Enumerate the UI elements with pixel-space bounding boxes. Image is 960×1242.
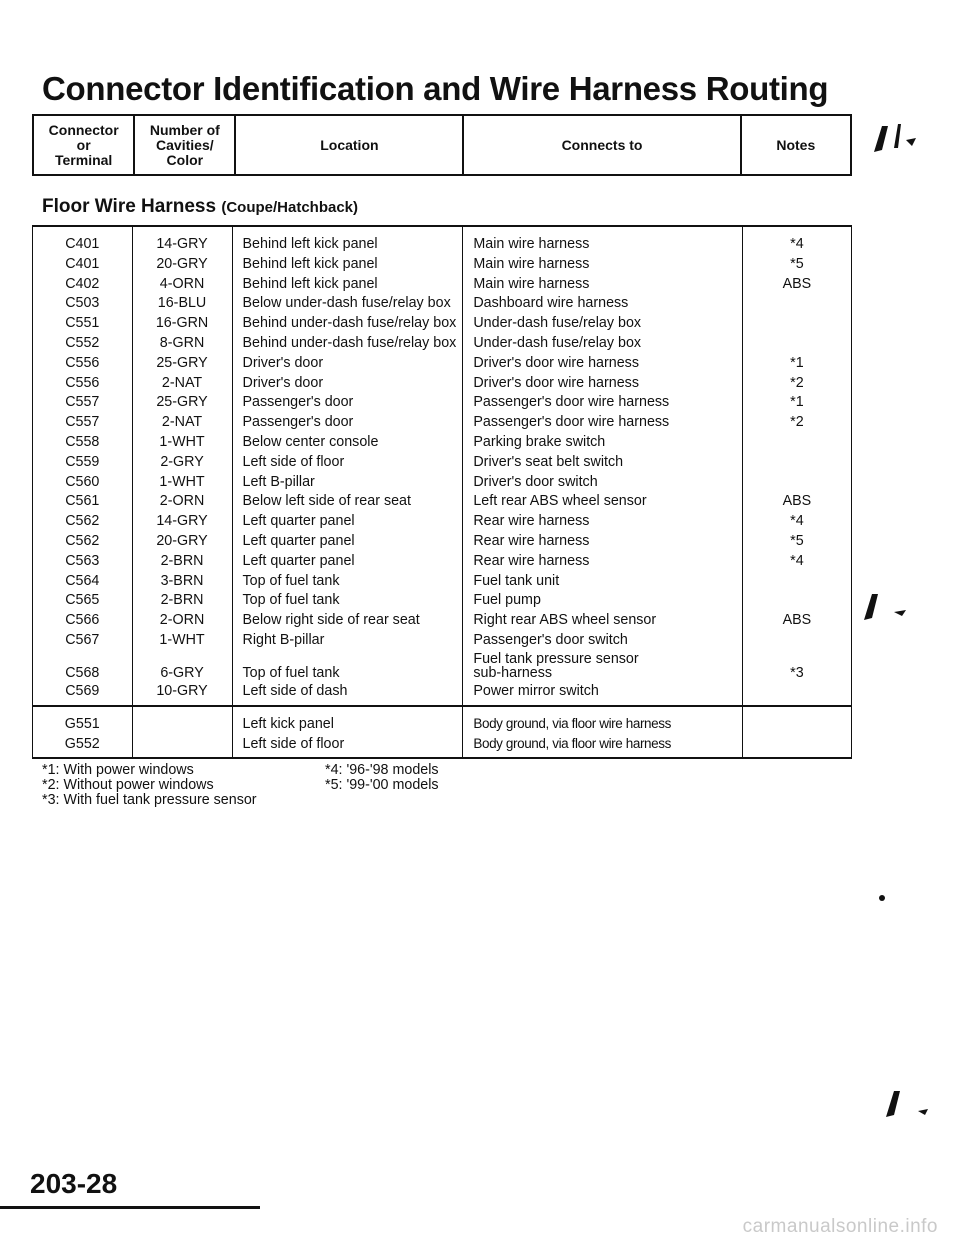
connects-to-list bbox=[463, 227, 741, 702]
table-cell-notes bbox=[743, 682, 851, 702]
footnotes-right bbox=[325, 763, 439, 793]
table-cell-connector: C569 bbox=[65, 682, 100, 699]
table-cell-notes bbox=[743, 314, 851, 334]
location-column bbox=[232, 226, 463, 706]
table-cell-notes: ABS bbox=[782, 275, 812, 292]
connects-to-column bbox=[463, 226, 742, 706]
header-connector-line: Connector bbox=[48, 121, 119, 138]
table-cell-cavities bbox=[133, 714, 232, 734]
table-cell-connects-to: Body ground, via floor wire harness bbox=[473, 736, 671, 751]
table-cell-cavities: 8-GRN bbox=[159, 334, 205, 351]
header-connects-to: Connects to bbox=[463, 115, 740, 175]
dot-mark-icon bbox=[877, 893, 887, 903]
section-subtitle: (Coupe/Hatchback) bbox=[221, 199, 359, 216]
table-cell-notes: *5 bbox=[790, 255, 804, 272]
table-cell-location: Top of fuel tank bbox=[242, 592, 340, 609]
table-cell-location: Below center console bbox=[242, 433, 379, 450]
table-cell-cavities: 1-WHT bbox=[159, 473, 205, 490]
table-cell-connector: C401 bbox=[65, 236, 100, 252]
table-cell-connector: C401 bbox=[65, 255, 100, 272]
ground-cavities-list bbox=[133, 707, 232, 754]
table-cell-location: Right B-pillar bbox=[242, 631, 325, 648]
table-cell-connects-to: Passenger's door switch bbox=[473, 631, 628, 648]
table-cell-location: Behind left kick panel bbox=[242, 236, 378, 252]
table-cell-cavities: 14-GRY bbox=[156, 513, 208, 530]
table-cell-location: Left side of floor bbox=[242, 736, 345, 752]
table-cell-connects-to: Left rear ABS wheel sensor bbox=[473, 493, 647, 510]
ground-id-list bbox=[33, 707, 132, 754]
table-cell-location: Left quarter panel bbox=[242, 513, 355, 530]
table-cell-cavities: 2-BRN bbox=[160, 592, 204, 609]
page-edge-mark-icon bbox=[858, 588, 918, 624]
table-cell-location: Driver's door bbox=[242, 354, 324, 371]
ground-cavities-column bbox=[132, 706, 232, 758]
notes-column bbox=[742, 226, 851, 706]
table-cell-notes: *4 bbox=[790, 513, 804, 530]
table-cell-line: Fuel tank pressure sensor bbox=[473, 650, 639, 667]
table-cell-connects-to: Main wire harness bbox=[473, 275, 590, 292]
footnote: *4: '96-'98 models bbox=[325, 762, 439, 778]
table-cell-notes: *2 bbox=[790, 374, 804, 391]
table-cell-location: Below left side of rear seat bbox=[242, 493, 411, 510]
table-cell-location: Left side of dash bbox=[242, 682, 348, 699]
table-cell-connector: C567 bbox=[65, 631, 100, 648]
table-cell-location: Left quarter panel bbox=[242, 552, 355, 569]
table-cell-connector: C557 bbox=[65, 394, 100, 411]
footnote: *5: '99-'00 models bbox=[325, 777, 439, 793]
table-cell-notes: *1 bbox=[790, 394, 804, 411]
footnote: *3: With fuel tank pressure sensor bbox=[42, 792, 257, 808]
table-cell-notes bbox=[743, 631, 851, 651]
header-connector bbox=[33, 115, 134, 175]
table-cell-connects-to: Dashboard wire harness bbox=[473, 295, 629, 312]
ground-location-list bbox=[233, 707, 463, 754]
page-title: Connector Identification and Wire Harness Routing bbox=[42, 70, 829, 107]
connector-id-list bbox=[33, 227, 132, 702]
header-cavities-line: Color bbox=[166, 151, 204, 168]
table-cell-connects-to: Driver's seat belt switch bbox=[473, 453, 624, 470]
cavities-column bbox=[132, 226, 232, 706]
table-cell-connector: C552 bbox=[65, 334, 100, 351]
table-cell-notes bbox=[743, 473, 851, 493]
table-cell-connects-to: Parking brake switch bbox=[473, 433, 606, 450]
table-cell-cavities: 25-GRY bbox=[156, 394, 208, 411]
table-cell-cavities: 2-GRY bbox=[160, 453, 204, 470]
table-cell-connects-to: Body ground, via floor wire harness bbox=[473, 716, 671, 731]
table-cell-location: Top of fuel tank bbox=[242, 572, 340, 589]
header-cavities-line: Number of bbox=[149, 121, 220, 138]
table-cell-connector: C503 bbox=[65, 295, 100, 312]
table-cell-connects-to: Power mirror switch bbox=[473, 682, 599, 699]
section-title: Floor Wire Harness bbox=[42, 196, 217, 217]
table-cell-cavities: 25-GRY bbox=[156, 354, 208, 371]
table-cell-connector: C558 bbox=[65, 433, 100, 450]
table-cell-notes: *4 bbox=[790, 236, 804, 252]
table-cell-notes bbox=[743, 294, 851, 314]
table-cell-location: Passenger's door bbox=[242, 394, 354, 411]
table-cell-notes bbox=[743, 734, 851, 754]
table-cell-connector: C568 bbox=[65, 664, 100, 681]
table-cell-location: Left side of floor bbox=[242, 453, 345, 470]
table-cell-connector: C556 bbox=[65, 374, 100, 391]
table-cell-location: Behind left kick panel bbox=[242, 275, 378, 292]
table-cell-connector: C565 bbox=[65, 592, 100, 609]
table-cell-notes bbox=[743, 433, 851, 453]
table-cell-notes: ABS bbox=[782, 493, 812, 510]
table-cell-location: Left B-pillar bbox=[242, 473, 315, 490]
page-edge-mark-icon bbox=[880, 1085, 940, 1121]
table-cell-connector: C559 bbox=[65, 453, 100, 470]
table-cell-cavities: 2-NAT bbox=[161, 414, 203, 431]
table-cell-cavities: 20-GRY bbox=[156, 532, 208, 549]
page-number: 203-28 bbox=[30, 1168, 118, 1199]
table-cell-connects-to bbox=[463, 651, 741, 682]
table-cell-location: Behind under-dash fuse/relay box bbox=[242, 315, 457, 332]
table-cell-location: Left quarter panel bbox=[242, 532, 355, 549]
table-cell-connector: C564 bbox=[65, 572, 100, 589]
table-cell-connector: C557 bbox=[65, 414, 100, 431]
cavities-list bbox=[133, 227, 232, 702]
table-cell-connector: C551 bbox=[65, 315, 100, 332]
connector-column bbox=[33, 226, 133, 706]
table-cell-connects-to: Passenger's door wire harness bbox=[473, 414, 670, 431]
header-notes: Notes bbox=[741, 115, 851, 175]
table-cell-notes bbox=[743, 572, 851, 592]
table-cell-connector: C562 bbox=[65, 532, 100, 549]
table-cell-connector: C566 bbox=[65, 612, 100, 629]
table-cell-connects-to: Main wire harness bbox=[473, 255, 590, 272]
bottom-rule bbox=[0, 1206, 260, 1209]
table-cell-notes: *3 bbox=[790, 664, 804, 681]
table-cell-cavities: 4-ORN bbox=[159, 275, 205, 292]
ground-connector-column bbox=[33, 706, 133, 758]
ground-block bbox=[33, 706, 852, 758]
header-cavities bbox=[134, 115, 235, 175]
table-cell-connects-to: Rear wire harness bbox=[473, 513, 590, 530]
table-cell-notes: ABS bbox=[782, 612, 812, 629]
table-cell-cavities: 2-NAT bbox=[161, 374, 203, 391]
table-cell-connector: C561 bbox=[65, 493, 100, 510]
table-cell-connects-to: Driver's door wire harness bbox=[473, 374, 639, 391]
footnote: *1: With power windows bbox=[42, 762, 194, 778]
table-cell-location: Below right side of rear seat bbox=[242, 612, 420, 629]
table-cell-notes: *4 bbox=[790, 552, 804, 569]
table-cell-location: Behind under-dash fuse/relay box bbox=[242, 334, 457, 351]
ground-notes-column bbox=[742, 706, 851, 758]
ground-notes-list bbox=[743, 707, 851, 754]
ground-connects-to-list bbox=[463, 707, 741, 754]
table-cell-connector: C563 bbox=[65, 552, 100, 569]
table-cell-notes: *5 bbox=[790, 532, 804, 549]
table-cell-connector: G552 bbox=[64, 736, 100, 752]
table-cell-cavities: 14-GRY bbox=[156, 236, 208, 252]
table-cell-connects-to: Driver's door wire harness bbox=[473, 354, 639, 371]
table-cell-connects-to: Fuel pump bbox=[473, 592, 541, 609]
notes-list bbox=[743, 227, 851, 702]
table-cell-location: Behind left kick panel bbox=[242, 255, 378, 272]
table-cell-connects-to: Driver's door switch bbox=[473, 473, 598, 490]
table-cell-connects-to: Main wire harness bbox=[473, 236, 590, 252]
table-cell-cavities: 2-BRN bbox=[160, 552, 204, 569]
column-header-table bbox=[32, 114, 852, 176]
table-cell-cavities: 16-GRN bbox=[155, 315, 209, 332]
table-cell-location: Left kick panel bbox=[242, 716, 334, 732]
table-cell-line: sub-harness bbox=[473, 664, 553, 681]
table-cell-cavities: 2-ORN bbox=[159, 493, 205, 510]
table-cell-notes: *1 bbox=[790, 354, 804, 371]
footnotes-left bbox=[42, 763, 257, 808]
location-list bbox=[233, 227, 463, 702]
connector-table bbox=[32, 225, 852, 759]
header-connector-line: or bbox=[76, 136, 91, 153]
table-cell-connector: C560 bbox=[65, 473, 100, 490]
section-heading bbox=[42, 196, 358, 218]
table-cell-cavities: 10-GRY bbox=[156, 682, 208, 699]
table-cell-connector: C556 bbox=[65, 354, 100, 371]
page-edge-mark-icon bbox=[868, 118, 928, 158]
footnote: *2: Without power windows bbox=[42, 777, 214, 793]
table-cell-connects-to: Fuel tank unit bbox=[473, 572, 560, 589]
table-cell-notes bbox=[743, 334, 851, 354]
table-cell-location: Top of fuel tank bbox=[242, 664, 340, 681]
table-cell-connects-to: Under-dash fuse/relay box bbox=[473, 315, 642, 332]
table-cell-notes bbox=[743, 714, 851, 734]
table-cell-connects-to: Right rear ABS wheel sensor bbox=[473, 612, 657, 629]
ground-connects-to-column bbox=[463, 706, 742, 758]
connector-block bbox=[33, 226, 852, 706]
table-cell-cavities: 3-BRN bbox=[160, 572, 204, 589]
table-cell-cavities: 1-WHT bbox=[159, 433, 205, 450]
table-cell-notes bbox=[743, 453, 851, 473]
table-cell-cavities bbox=[133, 734, 232, 754]
header-location: Location bbox=[235, 115, 463, 175]
table-cell-notes bbox=[743, 591, 851, 611]
table-cell-location: Below under-dash fuse/relay box bbox=[242, 295, 451, 312]
header-connector-line: Terminal bbox=[55, 151, 113, 168]
table-cell-connector: C402 bbox=[65, 275, 100, 292]
table-cell-cavities: 20-GRY bbox=[156, 255, 208, 272]
table-cell-cavities: 2-ORN bbox=[159, 612, 205, 629]
header-cavities-line: Cavities/ bbox=[156, 136, 214, 153]
table-cell-connects-to: Under-dash fuse/relay box bbox=[473, 334, 642, 351]
table-cell-connector: G551 bbox=[64, 716, 100, 732]
table-cell-connector: C562 bbox=[65, 513, 100, 530]
table-cell-location: Driver's door bbox=[242, 374, 324, 391]
table-cell-cavities: 1-WHT bbox=[159, 631, 205, 648]
table-cell-cavities: 6-GRY bbox=[160, 664, 204, 681]
table-cell-cavities: 16-BLU bbox=[157, 295, 207, 312]
table-cell-connects-to: Rear wire harness bbox=[473, 532, 590, 549]
watermark: carmanualsonline.info bbox=[742, 1216, 938, 1237]
table-cell-location: Passenger's door bbox=[242, 414, 354, 431]
table-cell-connects-to: Rear wire harness bbox=[473, 552, 590, 569]
ground-location-column bbox=[232, 706, 463, 758]
table-cell-notes: *2 bbox=[790, 414, 804, 431]
table-cell-connects-to: Passenger's door wire harness bbox=[473, 394, 670, 411]
